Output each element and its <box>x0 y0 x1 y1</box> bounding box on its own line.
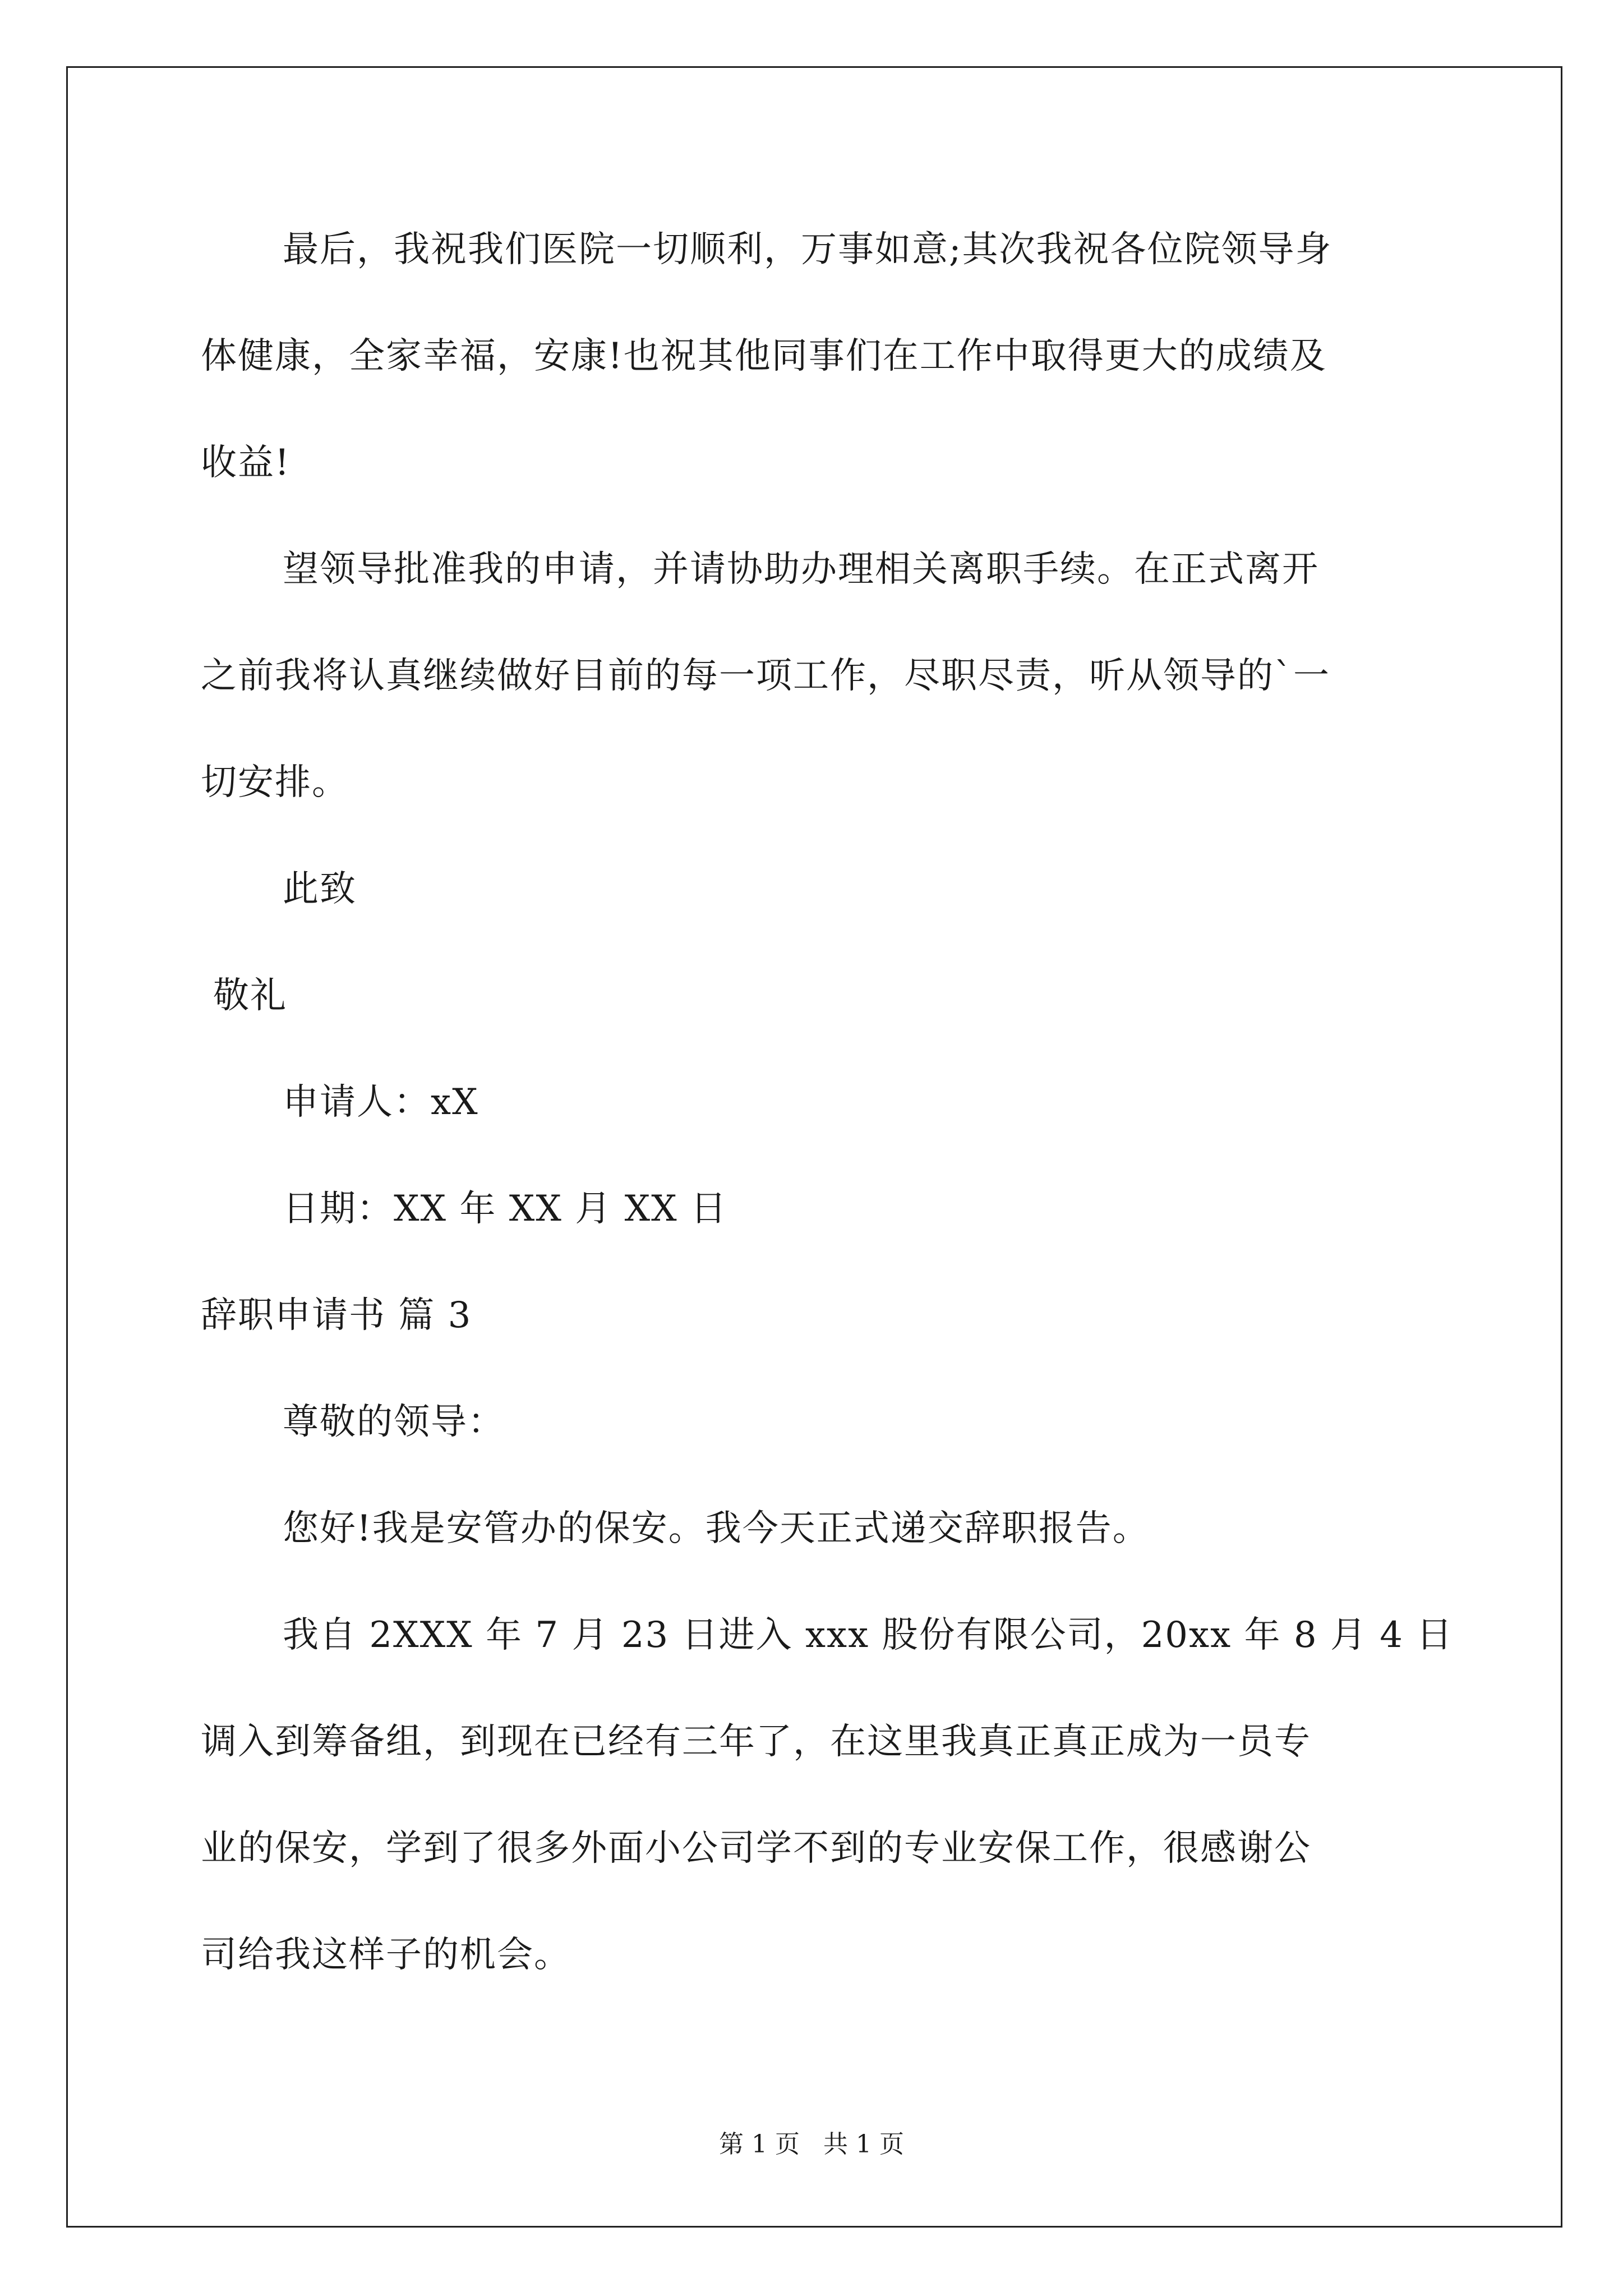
closing-phrase: 此致 <box>283 868 357 910</box>
paragraph-3-line-2: 调入到筹备组，到现在已经有三年了，在这里我真正真正成为一员专 <box>201 1721 1311 1763</box>
paragraph-1-line-1: 最后，我祝我们医院一切顺利，万事如意;其次我祝各位院领导身 <box>283 229 1332 270</box>
intro-line: 您好!我是安管办的保安。我今天正式递交辞职报告。 <box>283 1508 1150 1549</box>
paragraph-2-line-1: 望领导批准我的申请，并请协助办理相关离职手续。在正式离开 <box>283 549 1319 590</box>
date-line: 日期：XX 年 XX 月 XX 日 <box>283 1188 728 1230</box>
paragraph-2-line-3: 切安排。 <box>201 762 349 803</box>
page-border <box>66 66 1562 2228</box>
salutation: 敬礼 <box>213 975 287 1016</box>
applicant-line: 申请人：xX <box>283 1082 479 1123</box>
section-heading: 辞职申请书 篇 3 <box>201 1295 472 1336</box>
paragraph-3-line-4: 司给我这样子的机会。 <box>201 1934 571 1976</box>
paragraph-1-line-3: 收益! <box>201 442 291 484</box>
paragraph-3-line-3: 业的保安，学到了很多外面小公司学不到的专业安保工作，很感谢公 <box>201 1828 1311 1869</box>
paragraph-2-line-2: 之前我将认真继续做好目前的每一项工作，尽职尽责，听从领导的`一 <box>201 655 1330 697</box>
paragraph-1-line-2: 体健康，全家幸福，安康!也祝其他同事们在工作中取得更大的成绩及 <box>201 335 1327 377</box>
page-footer: 第 1 页 共 1 页 <box>719 2130 904 2159</box>
greeting: 尊敬的领导： <box>283 1401 505 1443</box>
paragraph-3-line-1: 我自 2XXX 年 7 月 23 日进入 xxx 股份有限公司，20xx 年 8 月 4 日 <box>283 1614 1454 1656</box>
